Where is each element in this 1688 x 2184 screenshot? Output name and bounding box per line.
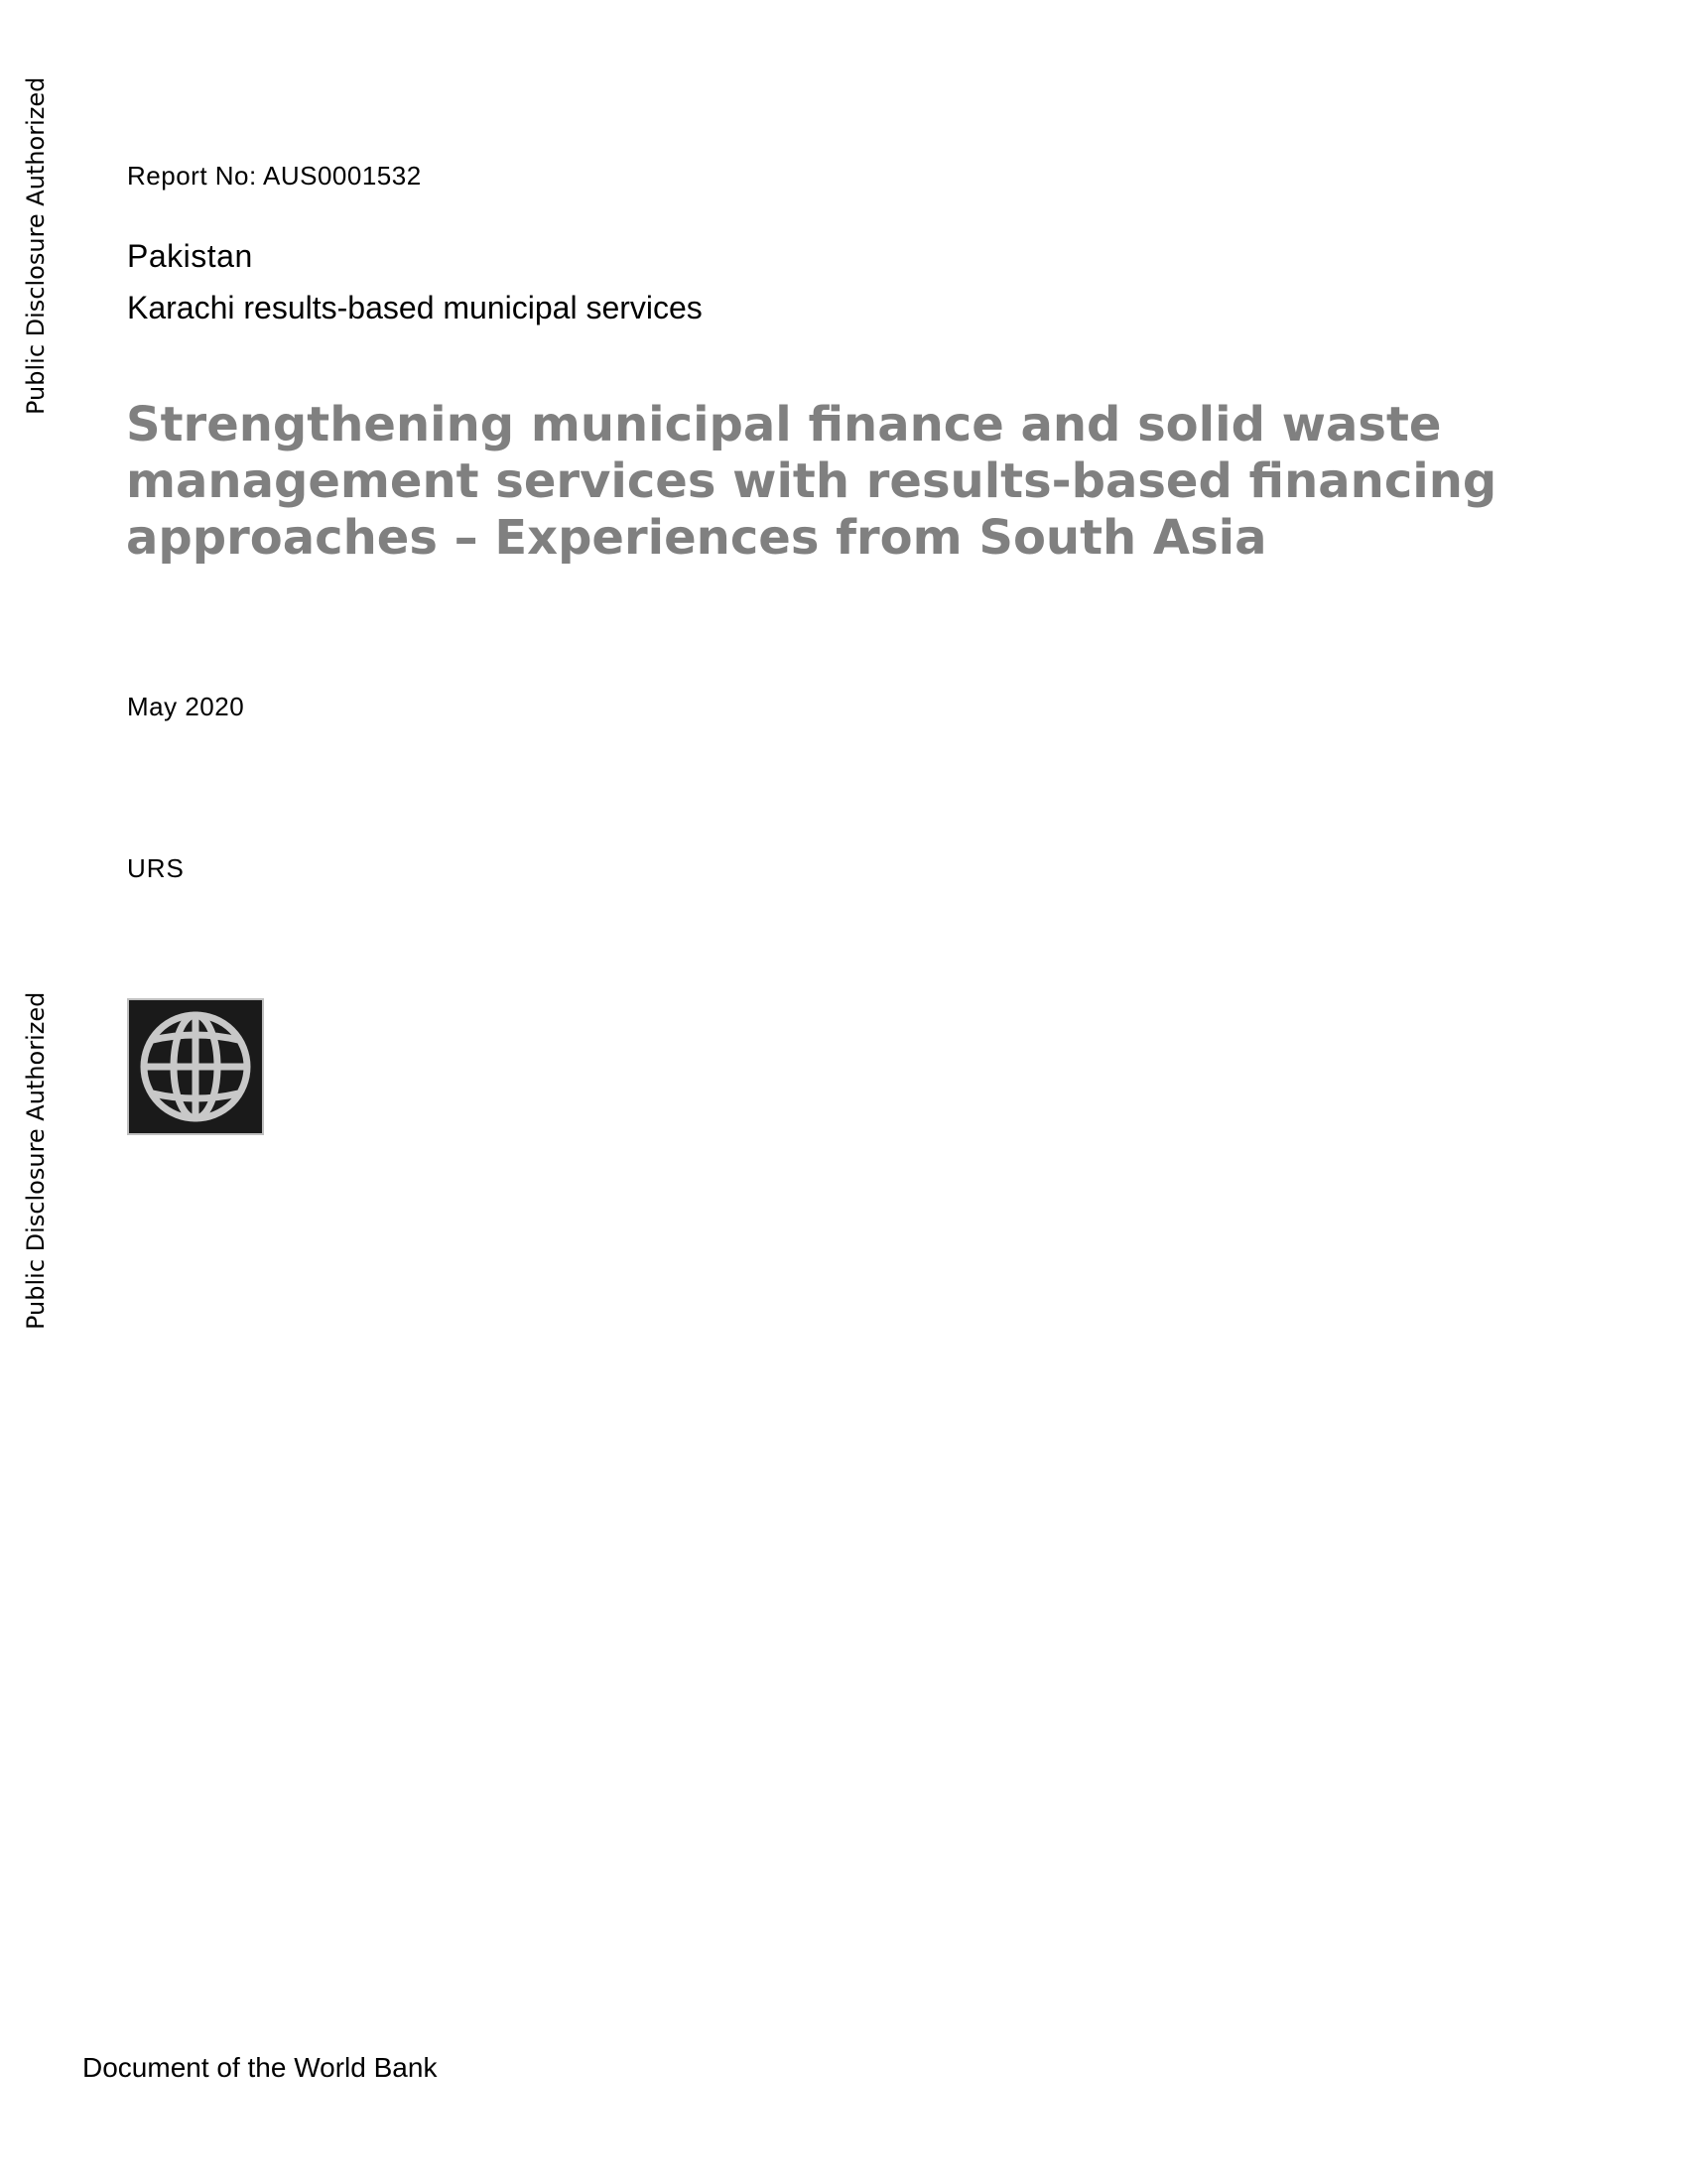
public-disclosure-stamp-bottom: Public Disclosure Authorized [22,991,50,1330]
world-bank-logo [127,998,264,1135]
public-disclosure-stamp-top: Public Disclosure Authorized [22,76,50,415]
project-name: Karachi results-based municipal services [127,290,703,325]
footer-note: Document of the World Bank [82,2052,438,2083]
author-name: URS [127,853,185,883]
report-number: Report No: AUS0001532 [127,161,422,191]
country-name: Pakistan [127,238,253,274]
world-bank-globe-icon [129,1000,262,1133]
document-title: Strengthening municipal finance and solid waste management services with results-based financing approaches – Experiences from South Asia [126,397,1497,566]
publication-date: May 2020 [127,692,245,721]
